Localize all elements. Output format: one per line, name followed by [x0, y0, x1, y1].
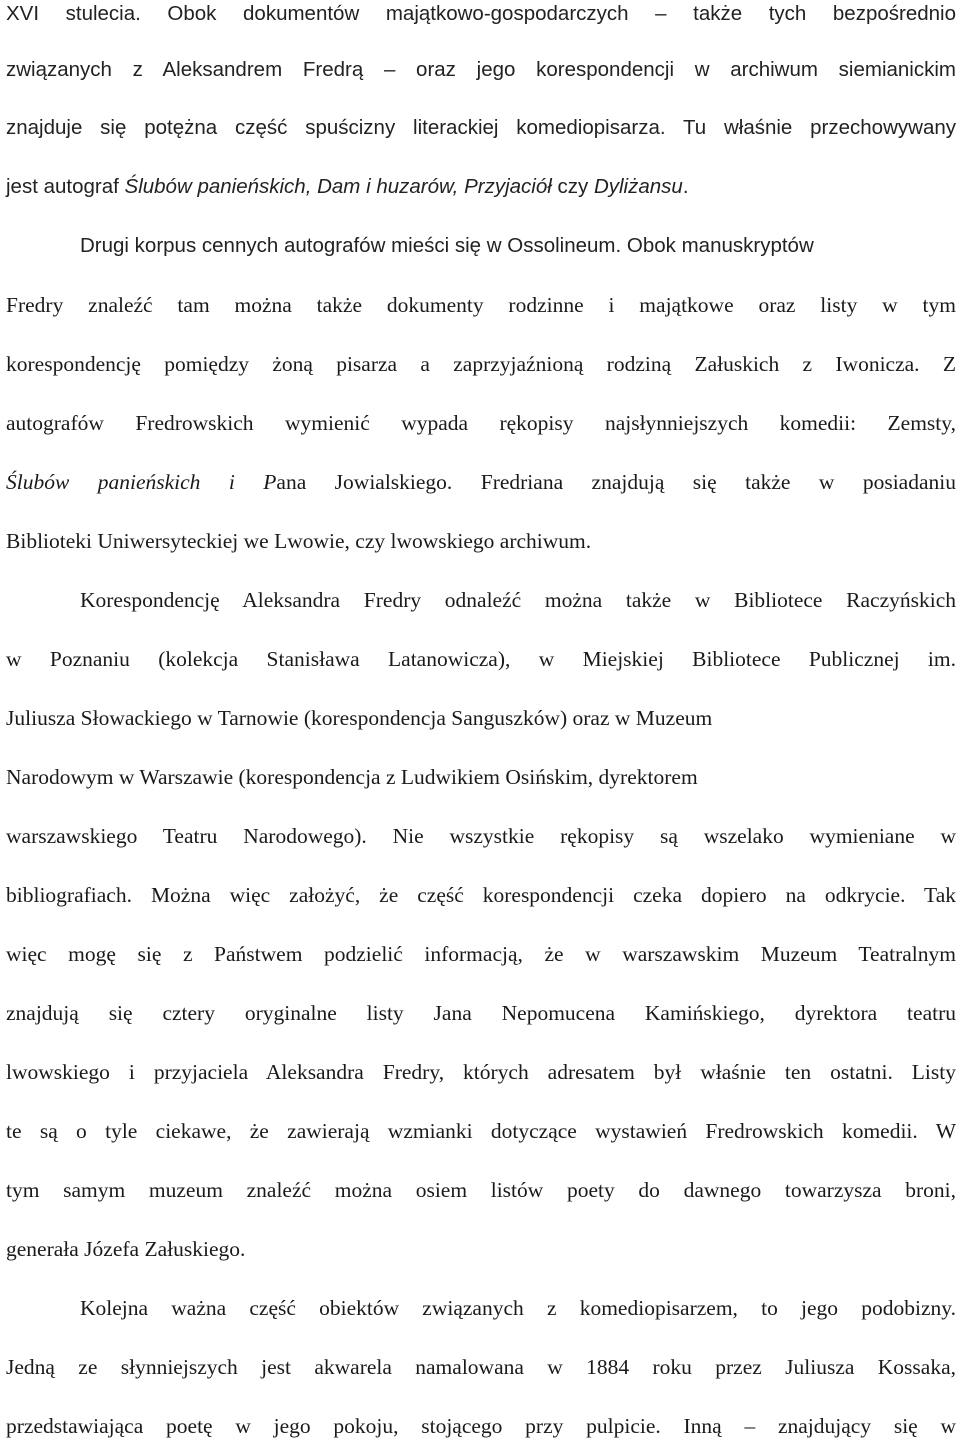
text-line: Juliusza Słowackiego w Tarnowie (korespondencja Sanguszków) oraz w Muzeum: [6, 706, 713, 730]
text-line: korespondencję pomiędzy żoną pisarza a zaprzyjaźnioną rodziną Załuskich z Iwonicza. Z: [6, 352, 956, 376]
text-line: lwowskiego i przyjaciela Aleksandra Fredry, których adresatem był właśnie ten ostatni. Listy: [6, 1060, 956, 1084]
text-line: Fredry znaleźć tam można także dokumenty rodzinne i majątkowe oraz listy w tym: [6, 293, 956, 317]
text-line: Kolejna ważna część obiektów związanych z komediopisarzem, to jego podobizny.: [80, 1296, 956, 1320]
text-line: w Poznaniu (kolekcja Stanisława Latanowicza), w Miejskiej Bibliotece Publicznej im.: [6, 647, 956, 671]
text-line: Ślubów panieńskich i Pana Jowialskiego. Fredriana znajdują się także w posiadaniu: [6, 470, 956, 494]
text-line: bibliografiach. Można więc założyć, że część korespondencji czeka dopiero na odkrycie. Tak: [6, 883, 956, 907]
text-line: generała Józefa Załuskiego.: [6, 1237, 246, 1261]
text-line: tym samym muzeum znaleźć można osiem listów poety do dawnego towarzysza broni,: [6, 1178, 956, 1202]
text-line: jest autograf Ślubów panieńskich, Dam i huzarów, Przyjaciół czy Dyliżansu.: [6, 175, 689, 198]
text-line: znajduje się potężna część spuścizny literackiej komediopisarza. Tu właśnie przechowywany: [6, 116, 956, 139]
text-line: Drugi korpus cennych autografów mieści się w Ossolineum. Obok manuskryptów: [80, 234, 814, 257]
text-line: Korespondencję Aleksandra Fredry odnaleźć można także w Bibliotece Raczyńskich: [80, 588, 956, 612]
text-line: Jedną ze słynniejszych jest akwarela namalowana w 1884 roku przez Juliusza Kossaka,: [6, 1355, 956, 1379]
text-line: znajdują się cztery oryginalne listy Jana Nepomucena Kamińskiego, dyrektora teatru: [6, 1001, 956, 1025]
text-line: Narodowym w Warszawie (korespondencja z Ludwikiem Osińskim, dyrektorem: [6, 765, 698, 789]
text-line: związanych z Aleksandrem Fredrą – oraz jego korespondencji w archiwum siemianickim: [6, 58, 956, 81]
text-line: te są o tyle ciekawe, że zawierają wzmianki dotyczące wystawień Fredrowskich komedii. W: [6, 1119, 956, 1143]
text-line: autografów Fredrowskich wymienić wypada rękopisy najsłynniejszych komedii: Zemsty,: [6, 411, 956, 435]
text-line: przedstawiająca poetę w jego pokoju, stojącego przy pulpicie. Inną – znajdujący się w: [6, 1414, 956, 1438]
text-line: Biblioteki Uniwersyteckiej we Lwowie, czy lwowskiego archiwum.: [6, 529, 592, 553]
text-line: XVI stulecia. Obok dokumentów majątkowo-gospodarczych – także tych bezpośrednio: [6, 2, 956, 25]
text-line: warszawskiego Teatru Narodowego). Nie wszystkie rękopisy są wszelako wymieniane w: [6, 824, 956, 848]
text-line: więc mogę się z Państwem podzielić informacją, że w warszawskim Muzeum Teatralnym: [6, 942, 956, 966]
